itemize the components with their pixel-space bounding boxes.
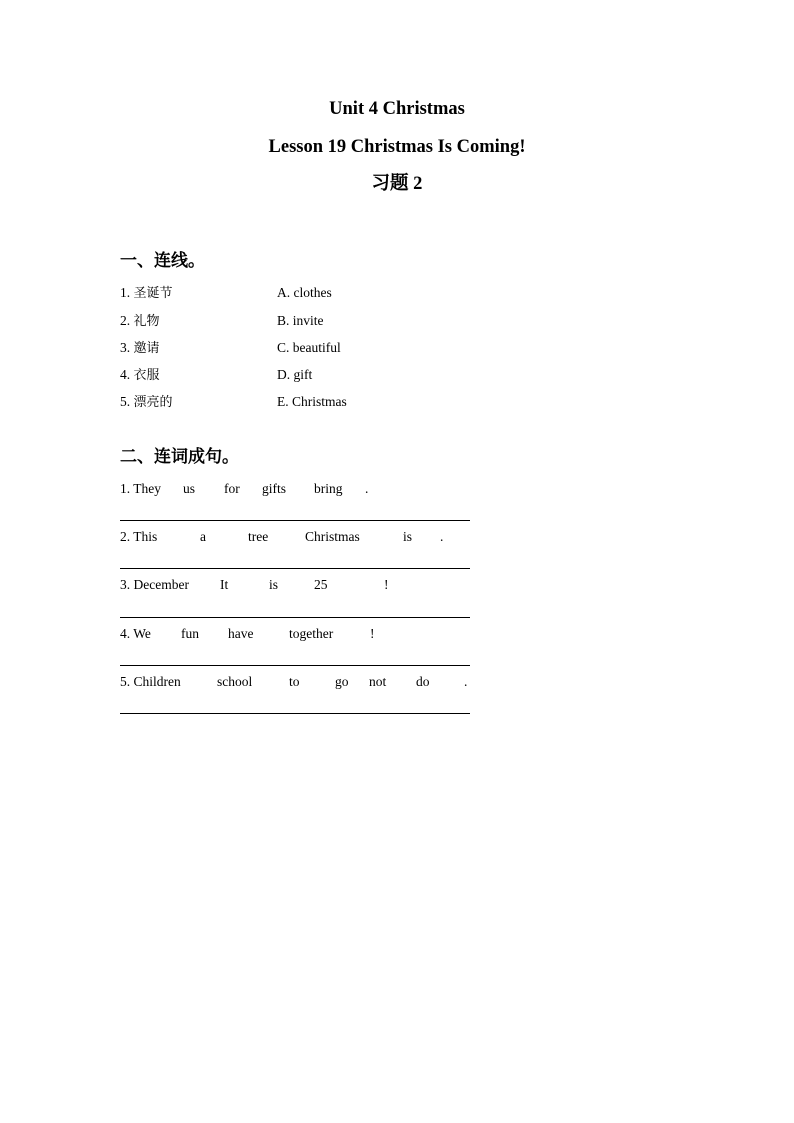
match-item: [120, 283, 520, 303]
match-item: [120, 392, 520, 412]
match-item: [120, 338, 520, 358]
scrambled-word: do: [416, 674, 430, 689]
scrambled-word: is: [269, 577, 279, 592]
answer-line[interactable]: [120, 617, 470, 618]
section-heading-matching: 一、连线。: [120, 251, 205, 271]
scrambled-word: together: [289, 626, 334, 641]
english-option: A. clothes: [277, 285, 332, 300]
word-row: [120, 624, 520, 644]
scrambled-word: .: [365, 481, 369, 496]
section-heading-ordering: 二、连词成句。: [120, 447, 239, 467]
scrambled-word: 4. We: [120, 626, 151, 641]
item-number: 2.: [120, 313, 131, 328]
english-option: D. gift: [277, 367, 313, 382]
scrambled-word: a: [200, 529, 206, 544]
word-row: [120, 479, 520, 499]
chinese-word: 邀请: [133, 341, 160, 356]
answer-line[interactable]: [120, 568, 470, 569]
item-number: 5.: [120, 394, 131, 409]
word-row: [120, 672, 520, 692]
scrambled-word: to: [289, 674, 300, 689]
answer-line[interactable]: [120, 713, 470, 714]
item-number: 1.: [120, 285, 131, 300]
word-row: [120, 527, 520, 547]
scrambled-word: 5. Children: [120, 674, 181, 689]
scrambled-word: tree: [248, 529, 269, 544]
scrambled-word: us: [183, 481, 196, 496]
scrambled-word: 1. They: [120, 481, 161, 496]
lesson-title: Lesson 19 Christmas Is Coming!: [268, 137, 526, 157]
unit-title: Unit 4 Christmas: [329, 99, 465, 119]
match-item: [120, 311, 520, 331]
scrambled-word: !: [370, 626, 375, 641]
scrambled-word: not: [369, 674, 387, 689]
scrambled-word: school: [217, 674, 253, 689]
scrambled-word: 2. This: [120, 529, 158, 544]
exercise-title: 习题 2: [371, 174, 423, 194]
english-option: E. Christmas: [277, 394, 347, 409]
item-number: 4.: [120, 367, 131, 382]
item-number: 3.: [120, 340, 131, 355]
english-option: B. invite: [277, 313, 324, 328]
scrambled-word: .: [464, 674, 468, 689]
scrambled-word: fun: [181, 626, 199, 641]
chinese-word: 礼物: [133, 314, 160, 329]
scrambled-word: bring: [314, 481, 343, 496]
english-option: C. beautiful: [277, 340, 341, 355]
scrambled-word: Christmas: [305, 529, 360, 544]
scrambled-word: 25: [314, 577, 328, 592]
scrambled-word: is: [403, 529, 413, 544]
word-row: [120, 575, 520, 595]
chinese-word: 衣服: [133, 368, 160, 383]
match-item: [120, 365, 520, 385]
scrambled-word: !: [384, 577, 389, 592]
scrambled-word: gifts: [262, 481, 287, 496]
scrambled-word: .: [440, 529, 444, 544]
answer-line[interactable]: [120, 665, 470, 666]
scrambled-word: It: [220, 577, 229, 592]
answer-line[interactable]: [120, 520, 470, 521]
scrambled-word: for: [224, 481, 240, 496]
scrambled-word: go: [335, 674, 349, 689]
chinese-word: 圣诞节: [133, 286, 173, 301]
scrambled-word: have: [228, 626, 254, 641]
scrambled-word: 3. December: [120, 577, 189, 592]
chinese-word: 漂亮的: [133, 395, 173, 410]
